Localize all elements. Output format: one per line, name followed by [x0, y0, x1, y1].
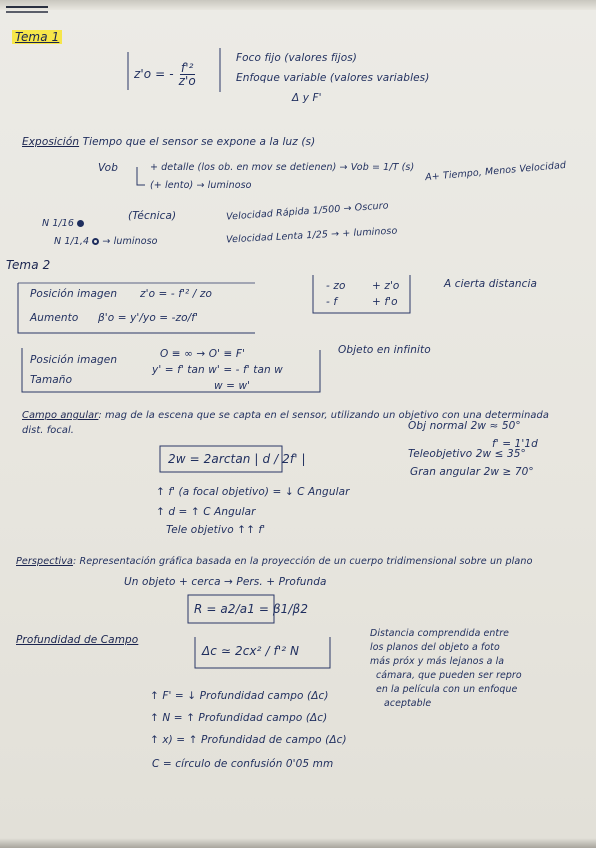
campo-term: Campo angular	[22, 410, 99, 421]
obj-normal: Obj normal 2w ≈ 50°	[408, 420, 521, 432]
perspectiva-definition: : Representación gráfica basada en la proyección de un cuerpo tridimensional sobre un plano	[72, 556, 533, 567]
side-a: - zo	[326, 280, 346, 292]
profundidad-desc-6: aceptable	[384, 698, 432, 709]
inf-formula-2: y' = f' tan w' = - f' tan w	[152, 364, 283, 376]
inf-formula-1: O ≡ ∞ → O' ≡ F'	[160, 348, 246, 360]
profundidad-desc-5: en la película con un enfoque	[376, 684, 518, 695]
tema1-formula: z'o = - $\frac{\text{f'²}}{z'o}$	[134, 61, 196, 88]
aumento-formula: β'o = y'/yo = -zo/f'	[98, 312, 199, 324]
campo-definition: : mag de la escena que se capta en el sensor, utilizando un objetivo con una determinada dist. focal.	[22, 410, 549, 436]
profundidad-desc-1: Distancia comprendida entre	[370, 628, 510, 639]
profundidad-rule-1: ↑ F' = ↓ Profundidad campo (Δc)	[150, 690, 329, 702]
gran-angular: Gran angular 2w ≥ 70°	[410, 466, 534, 478]
exposicion-row-1: + detalle (los ob. en mov se detienen) → Vob = 1/T (s)	[150, 162, 415, 173]
profundidad-desc-3: más próx y más lejanos a la	[370, 656, 505, 667]
dark-dot-icon	[77, 220, 84, 227]
rapida-line: Velocidad Rápida 1/500 → Oscuro	[225, 200, 390, 223]
tema1-note-1: Foco fijo (valores fijos)	[236, 52, 357, 64]
side-c: - f	[326, 296, 338, 308]
posicion-label: Posición imagen	[30, 288, 118, 300]
tema1-note-2: Enfoque variable (valores variables)	[236, 72, 430, 84]
exposicion-right-note: A+ Tiempo, Menos Velocidad	[424, 159, 567, 184]
exposicion-vob: Vob	[98, 162, 118, 174]
ring-icon	[92, 238, 99, 245]
exposicion-row-2: (+ lento) → luminoso	[150, 180, 252, 191]
exposicion-term: Exposición	[22, 136, 80, 148]
profundidad-desc-2: los planos del objeto a foto	[370, 642, 500, 653]
obj-normal-2: f' = 1'1d	[492, 438, 538, 450]
tema1-note-3: Δ y F'	[292, 92, 322, 104]
objeto-infinito-note: Objeto en infinito	[338, 344, 431, 356]
campo-formula: 2w = 2arctan | d / 2f' |	[168, 452, 306, 466]
tema2-heading: Tema 2	[6, 258, 51, 272]
aumento-label: Aumento	[30, 312, 79, 324]
perspectiva-line-2: Un objeto + cerca → Pers. + Profunda	[124, 576, 327, 588]
posicion-formula: z'o = - f'² / zo	[140, 288, 212, 300]
perspectiva-term: Perspectiva	[16, 556, 73, 567]
bracket	[137, 167, 145, 185]
campo-rule-1: ↑ f' (a focal objetivo) = ↓ C Angular	[156, 486, 350, 498]
inf-formula-3: w = w'	[214, 380, 251, 392]
tamano-label: Tamaño	[30, 374, 73, 386]
exposicion-line	[22, 136, 315, 148]
side-d: + f'o	[372, 296, 398, 308]
n114-line: N 1/1,4 → luminoso	[54, 236, 158, 247]
n116-line: N 1/16	[42, 218, 84, 229]
perspectiva-line	[16, 556, 533, 567]
profundidad-rule-3: ↑ x) = ↑ Profundidad de campo (Δc)	[150, 734, 347, 746]
teleobjetivo: Teleobjetivo 2w ≤ 35°	[408, 448, 526, 460]
profundidad-formula: Δc ≃ 2cx² / f'² N	[202, 644, 300, 658]
exposicion-definition: Tiempo que el sensor se expone a la luz (s)	[82, 136, 316, 148]
distancia-note: A cierta distancia	[444, 278, 538, 290]
side-b: + z'o	[372, 280, 400, 292]
page-edge-shadow	[0, 838, 596, 848]
campo-rule-2: ↑ d = ↑ C Angular	[156, 506, 256, 518]
profundidad-rule-4: C = círculo de confusión 0'05 mm	[152, 758, 334, 770]
profundidad-term: Profundidad de Campo	[16, 634, 139, 646]
profundidad-desc-4: cámara, que pueden ser repro	[376, 670, 522, 681]
lenta-line: Velocidad Lenta 1/25 → + luminoso	[225, 225, 398, 246]
tema1-heading: Tema 1	[12, 30, 62, 44]
perspectiva-formula: R = a2/a1 = β1/β2	[194, 602, 309, 616]
campo-rule-3: Tele objetivo ↑↑ f'	[166, 524, 266, 536]
posicion-inf-label: Posición imagen	[30, 354, 118, 366]
profundidad-rule-2: ↑ N = ↑ Profundidad campo (Δc)	[150, 712, 328, 724]
tecnica-label: (Técnica)	[128, 210, 177, 222]
